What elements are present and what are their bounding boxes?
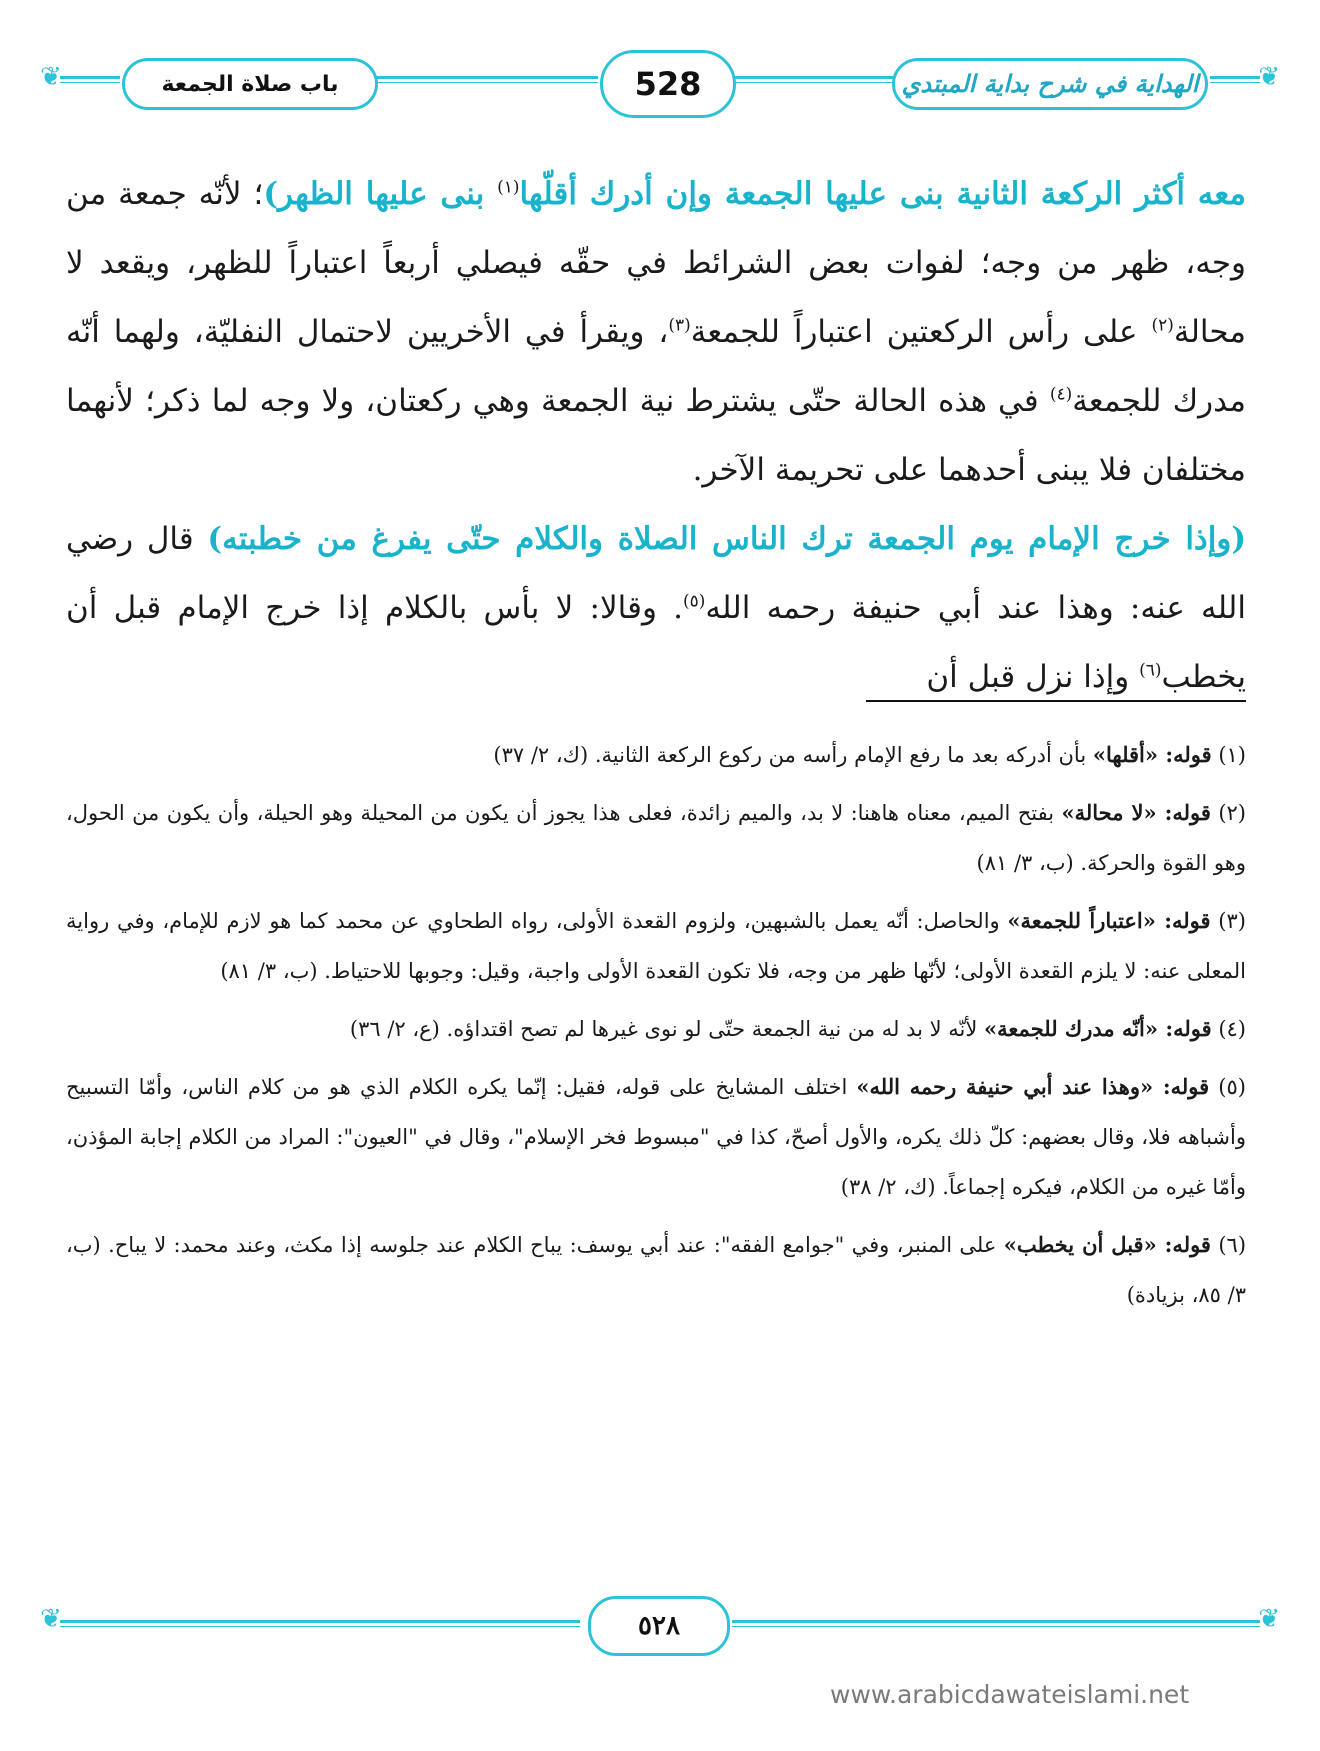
- footnote-lead: قوله: «أنّه مدرك للجمعة»: [984, 1016, 1212, 1041]
- header-rule-left-end: [60, 76, 120, 83]
- book-title: الهداية في شرح بداية المبتدي: [892, 58, 1208, 110]
- footnote-number: (٣): [1218, 909, 1246, 933]
- footnotes: [66, 730, 1246, 1328]
- matn-text: (وإذا خرج الإمام يوم الجمعة ترك الناس الصلاة والكلام حتّى يفرغ من خطبته): [207, 521, 1246, 557]
- footnote-divider: [866, 700, 1246, 702]
- footnote: [66, 1062, 1246, 1212]
- footnote-lead: قوله: «أقلها»: [1092, 742, 1212, 767]
- footnote-lead: قوله: «وهذا عند أبي حنيفة رحمه الله»: [856, 1074, 1210, 1099]
- footnote-ref[interactable]: (٦): [1139, 660, 1162, 681]
- footnote-lead: قوله: «لا محالة»: [1061, 800, 1211, 825]
- footnote-ref[interactable]: (٢): [1151, 315, 1174, 336]
- footnote: [66, 788, 1246, 888]
- sharh-text: قال رضي الله عنه: وهذا عند أبي حنيفة رحمه الله: [66, 521, 1246, 626]
- sharh-text: . وقالا: لا بأس بالكلام إذا خرج الإمام قبل أن يخطب: [66, 590, 1246, 695]
- ornament-icon: ❦: [1258, 1604, 1280, 1634]
- footnote-number: (٤): [1218, 1017, 1246, 1041]
- footnote-text: والحاصل: أنّه يعمل بالشبهين، ولزوم القعدة الأولى، رواه الطحاوي عن محمد كما هو لازم للإمام، وفي رواية المعلى عنه: لا يلزم القعدة الأولى؛ لأنّها ظهر من وجه، فلا تكون القعدة الأولى واجبة، وقيل: وجوبها للاحتياط. (ب، ٣/ ٨١): [66, 909, 1246, 983]
- header-rule-right-end: [1210, 76, 1260, 83]
- sharh-text: ؛ لأنّه جمعة من وجه، ظهر من وجه؛ لفوات بعض الشرائط في حقّه فيصلي أربعاً اعتباراً للظهر، ويقعد لا محالة: [66, 176, 1246, 350]
- matn-text: معه أكثر الركعة الثانية بنى عليها الجمعة وإن أدرك أقلّها: [519, 176, 1246, 212]
- ornament-icon: ❦: [40, 1604, 62, 1634]
- footnote-number: (٢): [1218, 801, 1246, 825]
- footnote-lead: قوله: «اعتباراً للجمعة»: [1007, 908, 1211, 933]
- footnote-ref[interactable]: (٥): [682, 591, 706, 612]
- ornament-icon: ❦: [1258, 62, 1280, 92]
- matn-text: بنى عليها الظهر): [263, 176, 498, 212]
- footnote-text: بأن أدركه بعد ما رفع الإمام رأسه من ركوع الركعة الثانية. (ك، ٢/ ٣٧): [493, 743, 1093, 767]
- footnote-ref[interactable]: (٣): [668, 315, 691, 336]
- footnote-text: اختلف المشايخ على قوله، فقيل: إنّما يكره الكلام الذي هو من كلام الناس، وأمّا التسبيح وأشباهه فلا، وقال بعضهم: كلّ ذلك يكره، والأول أصحّ، كذا في "مبسوط فخر الإسلام"، وقال في "العيون": المراد من الكلام إجابة المؤذن، وأمّا غيره من الكلام، فيكره إجماعاً. (ك، ٢/ ٣٨): [66, 1075, 1246, 1199]
- footnote-text: لأنّه لا بد له من نية الجمعة حتّى لو نوى غيرها لم تصح اقتداؤه. (ع، ٢/ ٣٦): [349, 1017, 985, 1041]
- footnote: [66, 1220, 1246, 1320]
- footer-page-number: ٥٢٨: [588, 1596, 730, 1656]
- footnote-number: (٥): [1218, 1075, 1246, 1099]
- sharh-text: ، ويقرأ في الأخريين لاحتمال النفليّة، ولهما أنّه مدرك للجمعة: [66, 314, 1247, 419]
- sharh-text: في هذه الحالة حتّى يشترط نية الجمعة وهي ركعتان، ولا وجه لما ذكر؛ لأنهما مختلفان فلا يبنى أحدهما على تحريمة الآخر.: [66, 383, 1246, 488]
- page-header: [40, 40, 1280, 120]
- footnote-number: (٦): [1218, 1233, 1247, 1257]
- footnote: [66, 730, 1246, 780]
- chapter-title: باب صلاة الجمعة: [122, 58, 378, 110]
- paragraph-1: [66, 160, 1246, 505]
- footnote-lead: قوله: «قبل أن يخطب»: [1003, 1232, 1211, 1257]
- header-rule-right: [732, 76, 904, 83]
- footnote: [66, 896, 1246, 996]
- footnote-text: على المنبر، وفي "جوامع الفقه": عند أبي يوسف: يباح الكلام عند جلوسه إذا مكث، وعند محمد: لا يباح. (ب، ٣/ ٨٥، بزيادة): [66, 1233, 1246, 1307]
- ornament-icon: ❦: [40, 62, 62, 92]
- footnote-ref[interactable]: (١): [497, 177, 520, 198]
- website-link[interactable]: www.arabicdawateislami.net: [830, 1680, 1190, 1709]
- footer-rule-right: [732, 1620, 1260, 1627]
- page-footer: [40, 1590, 1280, 1660]
- footnote-ref[interactable]: (٤): [1049, 384, 1073, 405]
- header-rule-left: [374, 76, 598, 83]
- footer-rule-left: [60, 1620, 580, 1627]
- footnote-text: بفتح الميم، معناه هاهنا: لا بد، والميم زائدة، فعلى هذا يجوز أن يكون من المحيلة وهو الحيلة، وأن يكون من الحول، وهو القوة والحركة. (ب، ٣/ ٨١): [66, 801, 1246, 875]
- sharh-text: وإذا نزل قبل أن: [926, 659, 1140, 695]
- paragraph-2: [66, 505, 1246, 712]
- sharh-text: على رأس الركعتين اعتباراً للجمعة: [690, 314, 1152, 350]
- main-text: [66, 160, 1246, 712]
- header-page-number: 528: [600, 50, 736, 118]
- footnote: [66, 1004, 1246, 1054]
- footnote-number: (١): [1218, 743, 1246, 767]
